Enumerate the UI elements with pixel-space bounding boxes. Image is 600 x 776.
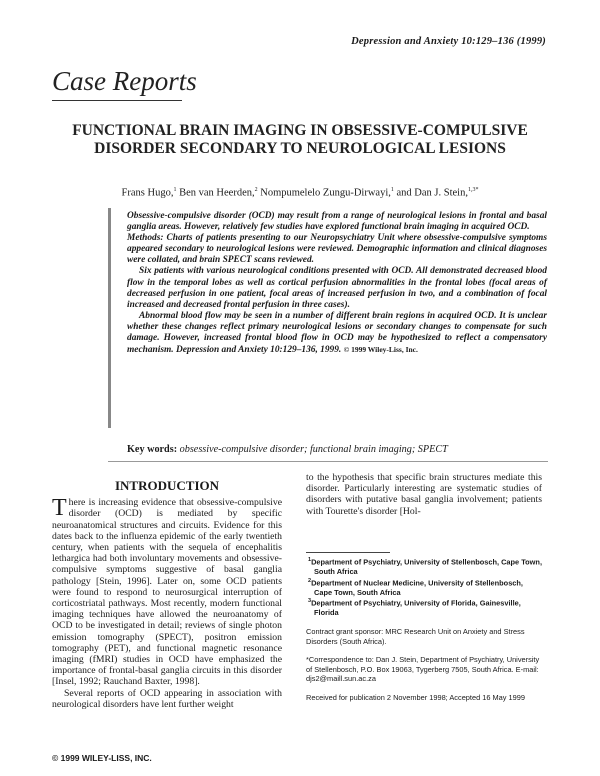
affiliation bbox=[306, 556, 542, 577]
abstract-paragraph: Methods: Charts of patients presenting to our Neuropsychiatry Unit where obsessive-compulsive symptoms appeared secondary to neurological lesions were reviewed. Demographic information and clinical diagnoses were collated, and brain SPECT scans reviewed. bbox=[127, 233, 547, 266]
footnotes bbox=[306, 556, 542, 703]
publisher-copyright: © 1999 WILEY-LISS, INC. bbox=[52, 753, 152, 763]
intro-paragraph bbox=[52, 497, 282, 687]
keywords-rule bbox=[108, 461, 548, 462]
abstract-copyright: © 1999 Wiley-Liss, Inc. bbox=[343, 345, 418, 355]
author-affiliation-mark: 1 bbox=[173, 187, 177, 193]
keywords-label: Key words: bbox=[127, 444, 178, 455]
right-column bbox=[306, 472, 542, 517]
affiliation-mark: 3 bbox=[308, 598, 312, 605]
author-name: Frans Hugo, bbox=[121, 187, 174, 199]
affiliation-text: Department of Nuclear Medicine, University of Stellenbosch, Cape Town, South Africa bbox=[311, 578, 523, 597]
footnote-rule bbox=[306, 552, 390, 553]
abstract bbox=[127, 211, 547, 356]
intro-heading: INTRODUCTION bbox=[114, 478, 219, 493]
affiliation-mark: 2 bbox=[308, 577, 312, 584]
section-rule bbox=[52, 100, 182, 101]
author-affiliation-mark: 2 bbox=[254, 187, 258, 193]
keywords bbox=[127, 444, 448, 455]
affiliation-mark: 1 bbox=[308, 557, 312, 563]
grant-note: Contract grant sponsor: MRC Research Unit on Anxiety and Stress Disorders (South Africa). bbox=[306, 626, 525, 646]
affiliation bbox=[306, 577, 542, 598]
abstract-conclusion: Abnormal blood flow may be seen in a number of different brain regions in acquired OCD. It is unclear whether these changes reflect primary neurological lesions or secondary changes to compensate for such damage. However, increased frontal blood flow in OCD may be hypothesized to reflect a compensatory mechanism. Depression and Anxiety 10:129–136, 1999. bbox=[127, 310, 547, 356]
received-note: Received for publication 2 November 1998; Accepted 16 May 1999 bbox=[306, 692, 525, 702]
author-name: Ben van Heerden, bbox=[179, 187, 255, 199]
author-affiliation-mark: 1 bbox=[390, 187, 394, 193]
author-affiliation-mark: 1,3* bbox=[467, 187, 479, 193]
affiliation-text: Department of Psychiatry, University of Florida, Gainesville, Florida bbox=[311, 598, 521, 618]
intro-paragraph-text: here is increasing evidence that obsessive-compulsive disorder (OCD) is mediated by specific neuroanatomical structures and circuits. Evidence for this dates back to the influenza epidemic of the early twentieth century, when patients with the sequela of encephalitis lethargica had both involuntary movements and obsessive-compulsive symptoms suggestive of basal ganglia pathology [Stein, 1996]. Later on, some OCD patients were found to respond to neurosurgical interruption of corticostriatal pathways. Most recently, modern functional imaging techniques have allowed the neuroanatomy of OCD to be investigated in detail; reviews of single photon emission tomography (SPECT), positron emission tomography (PET), and functional magnetic resonance imaging (fMRI) studies in OCD have emphasized the importance of frontal-basal ganglia circuits in this disorder [Insel, 1992; Rauchand Baxter, 1998]. bbox=[52, 497, 282, 688]
abstract-paragraph: Six patients with various neurological conditions presented with OCD. All demonstrated decreased blood flow in the temporal lobes as well as cortical perfusion abnormalities in the frontal lobes (focal areas of decreased perfusion in one patient, focal areas of increased perfusion in two, and a combination of focal increased and decreased frontal perfusion in three cases). bbox=[127, 266, 547, 310]
keywords-value: obsessive-compulsive disorder; functional brain imaging; SPECT bbox=[179, 444, 448, 455]
intro-paragraph: Several reports of OCD appearing in association with neurological disorders have lent further weight bbox=[52, 687, 282, 710]
affiliation-text: Department of Psychiatry, University of Stellenbosch, Cape Town, South Africa bbox=[311, 557, 543, 577]
author-name: Nompumelelo Zungu-Dirwayi, bbox=[260, 187, 391, 199]
body-paragraph: to the hypothesis that specific brain structures mediate this disorder. Particularly interesting are systematic studies of disorders with putative basal ganglia involvement; patients with Tourette's disorder [Hol- bbox=[306, 472, 542, 517]
section-label: Case Reports bbox=[52, 66, 197, 96]
abstract-paragraph bbox=[127, 311, 547, 356]
correspondence-note: *Correspondence to: Dan J. Stein, Department of Psychiatry, University of Stellenbosch, P.O. Box 19063, Tygerberg 7505, South Africa. E-mail: djs2@maill.sun.ac.za bbox=[306, 655, 540, 684]
author-name: and Dan J. Stein, bbox=[396, 187, 468, 199]
running-head: Depression and Anxiety 10:129–136 (1999) bbox=[351, 36, 546, 47]
drop-cap: T bbox=[52, 495, 67, 522]
left-column bbox=[52, 474, 282, 710]
affiliation bbox=[306, 597, 542, 618]
abstract-side-bar bbox=[108, 208, 111, 428]
author-list bbox=[60, 187, 540, 199]
abstract-paragraph: Obsessive-compulsive disorder (OCD) may result from a range of neurological lesions in frontal and basal ganglia areas. However, relatively few studies have explored functional brain imaging in acquired OCD. bbox=[127, 211, 547, 233]
article-title: FUNCTIONAL BRAIN IMAGING IN OBSESSIVE-COMPULSIVE DISORDER SECONDARY TO NEUROLOGICAL LESIONS bbox=[72, 122, 528, 157]
